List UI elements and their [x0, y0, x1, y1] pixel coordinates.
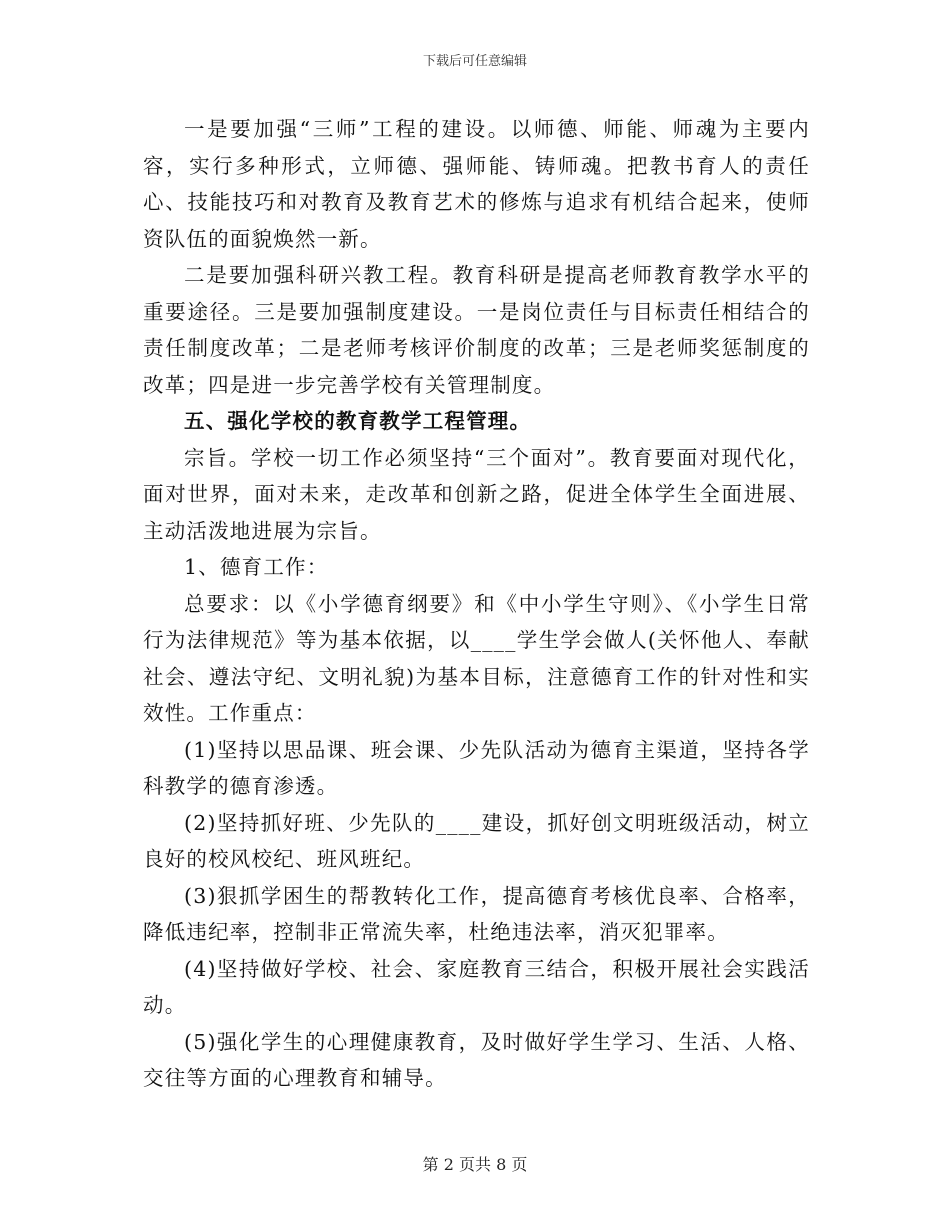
list-item-3: (3)狠抓学困生的帮教转化工作，提高德育考核优良率、合格率，降低违纪率，控制非正常流失率，杜绝违法率，消灭犯罪率。 — [143, 883, 810, 944]
paragraph-2: 二是要加强科研兴教工程。教育科研是提高老师教育教学水平的重要途径。三是要加强制度建设。一是岗位责任与目标责任相结合的责任制度改革；二是老师考核评价制度的改革；三是老师奖惩制度的改革；四是进一步完善学校有关管理制度。 — [143, 263, 810, 397]
paragraph-requirements: 总要求：以《小学德育纲要》和《中小学生守则》、《小学生日常行为法律规范》等为基本依据，以____学生学会做人(关怀他人、奉献社会、遵法守纪、文明礼貌)为基本目标，注意德育工作的针对性和实效性。工作重点： — [143, 591, 810, 725]
section-heading: 五、强化学校的教育教学工程管理。 — [184, 409, 532, 433]
list-item-4: (4)坚持做好学校、社会、家庭教育三结合，积极开展社会实践活动。 — [143, 956, 810, 1017]
list-item-5: (5)强化学生的心理健康教育，及时做好学生学习、生活、人格、交往等方面的心理教育和辅导。 — [143, 1029, 810, 1090]
page-header: 下载后可任意编辑 — [422, 54, 527, 69]
document-body — [143, 111, 810, 1097]
list-item-1: (1)坚持以思品课、班会课、少先队活动为德育主渠道，坚持各学科教学的德育渗透。 — [143, 737, 810, 798]
paragraph-purpose: 宗旨。学校一切工作必须坚持“三个面对”。教育要面对现代化，面对世界，面对未来，走改革和创新之路，促进全体学生全面进展、主动活泼地进展为宗旨。 — [143, 445, 810, 543]
page-footer: 第 2 页共 8 页 — [422, 1155, 528, 1174]
list-item-2: (2)坚持抓好班、少先队的____建设，抓好创文明班级活动，树立良好的校风校纪、班风班纪。 — [143, 810, 810, 871]
subsection-heading: 1、德育工作： — [184, 555, 329, 579]
paragraph-1: 一是要加强“三师”工程的建设。以师德、师能、师魂为主要内容，实行多种形式，立师德、强师能、铸师魂。把教书育人的责任心、技能技巧和对教育及教育艺术的修炼与追求有机结合起来，使师资队伍的面貌焕然一新。 — [143, 117, 810, 251]
